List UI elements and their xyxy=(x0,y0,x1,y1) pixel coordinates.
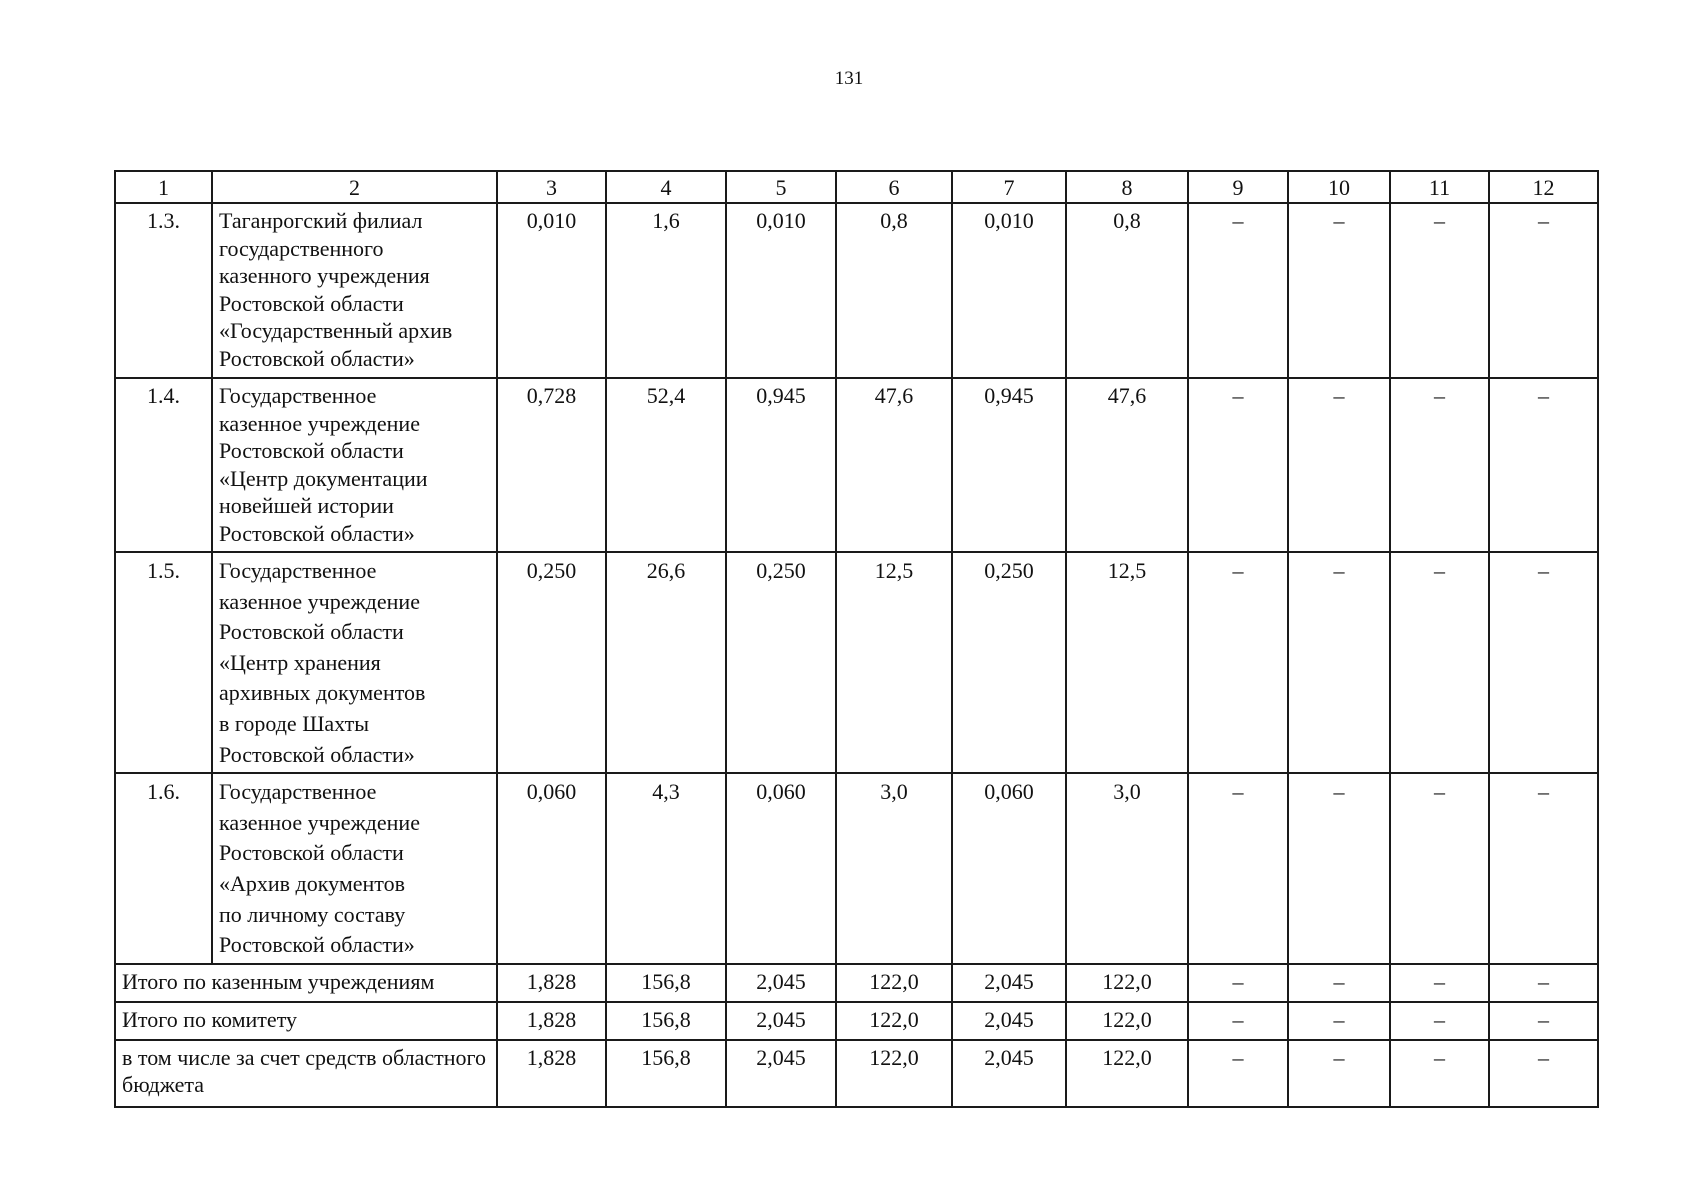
value-cell: – xyxy=(1288,773,1390,964)
value-cell: 0,010 xyxy=(497,203,606,378)
total-value-cell: 156,8 xyxy=(606,1040,726,1107)
total-value-cell: 2,045 xyxy=(952,1002,1066,1040)
institution-name-line: Государственное xyxy=(219,558,377,583)
row-number-cell: 1.5. xyxy=(115,552,212,773)
institution-name-line: Ростовской области xyxy=(219,438,404,463)
institution-name-line: Ростовской области» xyxy=(219,520,415,546)
institution-name-cell xyxy=(212,203,497,378)
institution-name-line: казенное учреждение xyxy=(219,809,420,835)
value-cell: 0,250 xyxy=(952,552,1066,773)
total-value-cell: 122,0 xyxy=(836,964,952,1002)
institution-name-line: по личному составу xyxy=(219,901,406,927)
total-value-cell: – xyxy=(1489,1002,1598,1040)
value-cell: 0,060 xyxy=(726,773,836,964)
institution-name-line: Государственное xyxy=(219,383,377,408)
value-cell: – xyxy=(1390,552,1489,773)
total-value-cell: – xyxy=(1188,964,1288,1002)
total-value-cell: – xyxy=(1288,1002,1390,1040)
header-cell: 1 xyxy=(115,171,212,203)
value-cell: 0,060 xyxy=(497,773,606,964)
total-value-cell: 122,0 xyxy=(836,1002,952,1040)
institution-name-line: «Центр хранения xyxy=(219,649,381,675)
total-label-cell: Итого по казенным учреждениям xyxy=(115,964,497,1002)
institution-name-line: в городе Шахты xyxy=(219,710,369,736)
value-cell: 0,250 xyxy=(726,552,836,773)
institution-name-cell xyxy=(212,552,497,773)
institution-name-line: Ростовской области xyxy=(219,290,404,316)
total-row xyxy=(115,964,1598,1002)
value-cell: – xyxy=(1489,378,1598,552)
total-value-cell: 1,828 xyxy=(497,1002,606,1040)
value-cell: 0,8 xyxy=(836,203,952,378)
header-row xyxy=(115,171,1598,203)
value-cell: – xyxy=(1188,552,1288,773)
institution-name-line: Ростовской области xyxy=(219,840,404,866)
value-cell: 52,4 xyxy=(606,378,726,552)
value-cell: 0,945 xyxy=(726,378,836,552)
institution-name-line: Таганрогский филиал xyxy=(219,208,423,233)
value-cell: 47,6 xyxy=(836,378,952,552)
value-cell: – xyxy=(1390,773,1489,964)
institution-name-line: Государственное xyxy=(219,779,377,805)
total-value-cell: – xyxy=(1288,964,1390,1002)
total-value-cell: – xyxy=(1390,1040,1489,1107)
header-cell: 12 xyxy=(1489,171,1598,203)
table-row xyxy=(115,378,1598,552)
value-cell: 0,250 xyxy=(497,552,606,773)
total-value-cell: 2,045 xyxy=(726,1002,836,1040)
header-cell: 7 xyxy=(952,171,1066,203)
value-cell: 0,010 xyxy=(726,203,836,378)
header-cell: 8 xyxy=(1066,171,1188,203)
institution-name-line: «Архив документов xyxy=(219,870,406,896)
total-value-cell: – xyxy=(1390,964,1489,1002)
total-value-cell: 1,828 xyxy=(497,964,606,1002)
value-cell: – xyxy=(1288,203,1390,378)
total-value-cell: – xyxy=(1188,1040,1288,1107)
institution-name-line: казенного учреждения xyxy=(219,263,430,288)
value-cell: 26,6 xyxy=(606,552,726,773)
institution-name-line: архивных документов xyxy=(219,680,426,706)
value-cell: – xyxy=(1489,773,1598,964)
total-value-cell: 122,0 xyxy=(836,1040,952,1107)
header-cell: 9 xyxy=(1188,171,1288,203)
value-cell: – xyxy=(1390,378,1489,552)
table-row xyxy=(115,773,1598,964)
value-cell: – xyxy=(1390,203,1489,378)
total-value-cell: 122,0 xyxy=(1066,1002,1188,1040)
header-cell: 4 xyxy=(606,171,726,203)
institution-name-cell xyxy=(212,378,497,552)
value-cell: 3,0 xyxy=(1066,773,1188,964)
value-cell: 0,060 xyxy=(952,773,1066,964)
total-value-cell: 2,045 xyxy=(726,964,836,1002)
value-cell: 12,5 xyxy=(836,552,952,773)
page-number: 131 xyxy=(834,68,864,89)
total-value-cell: – xyxy=(1288,1040,1390,1107)
value-cell: 12,5 xyxy=(1066,552,1188,773)
value-cell: – xyxy=(1489,203,1598,378)
total-value-cell: 156,8 xyxy=(606,1002,726,1040)
budget-table xyxy=(114,170,1599,1108)
value-cell: – xyxy=(1489,552,1598,773)
header-cell: 10 xyxy=(1288,171,1390,203)
institution-name-line: Ростовской области» xyxy=(219,932,415,958)
table-row xyxy=(115,552,1598,773)
header-cell: 6 xyxy=(836,171,952,203)
value-cell: – xyxy=(1188,203,1288,378)
row-number-cell: 1.4. xyxy=(115,378,212,552)
value-cell: 0,728 xyxy=(497,378,606,552)
value-cell: 0,010 xyxy=(952,203,1066,378)
total-value-cell: 122,0 xyxy=(1066,1040,1188,1107)
value-cell: 47,6 xyxy=(1066,378,1188,552)
total-value-cell: – xyxy=(1489,1040,1598,1107)
row-number-cell: 1.3. xyxy=(115,203,212,378)
total-value-cell: 122,0 xyxy=(1066,964,1188,1002)
value-cell: – xyxy=(1288,378,1390,552)
value-cell: – xyxy=(1288,552,1390,773)
table-row xyxy=(115,203,1598,378)
total-value-cell: 2,045 xyxy=(726,1040,836,1107)
header-cell: 3 xyxy=(497,171,606,203)
header-cell: 11 xyxy=(1390,171,1489,203)
total-value-cell: 1,828 xyxy=(497,1040,606,1107)
institution-name-line: новейшей истории xyxy=(219,493,394,518)
total-row xyxy=(115,1040,1598,1107)
value-cell: – xyxy=(1188,773,1288,964)
total-label-cell: Итого по комитету xyxy=(115,1002,497,1040)
total-value-cell: – xyxy=(1188,1002,1288,1040)
institution-name-line: казенное учреждение xyxy=(219,410,420,436)
total-value-cell: – xyxy=(1489,964,1598,1002)
row-number-cell: 1.6. xyxy=(115,773,212,964)
value-cell: 0,8 xyxy=(1066,203,1188,378)
value-cell: – xyxy=(1188,378,1288,552)
total-label-cell: в том числе за счет средств областного бюджета xyxy=(115,1040,497,1107)
institution-name-line: «Государственный архив xyxy=(219,318,453,343)
total-value-cell: 2,045 xyxy=(952,1040,1066,1107)
table-body xyxy=(115,171,1598,1107)
value-cell: 1,6 xyxy=(606,203,726,378)
value-cell: 4,3 xyxy=(606,773,726,964)
institution-name-cell xyxy=(212,773,497,964)
institution-name-line: казенное учреждение xyxy=(219,588,420,614)
institution-name-line: государственного xyxy=(219,235,384,261)
total-value-cell: 2,045 xyxy=(952,964,1066,1002)
institution-name-line: Ростовской области» xyxy=(219,741,415,767)
value-cell: 3,0 xyxy=(836,773,952,964)
institution-name-line: Ростовской области xyxy=(219,619,404,645)
value-cell: 0,945 xyxy=(952,378,1066,552)
header-cell: 2 xyxy=(212,171,497,203)
institution-name-line: «Центр документации xyxy=(219,465,428,491)
header-cell: 5 xyxy=(726,171,836,203)
total-row xyxy=(115,1002,1598,1040)
institution-name-line: Ростовской области» xyxy=(219,345,415,371)
total-value-cell: 156,8 xyxy=(606,964,726,1002)
total-value-cell: – xyxy=(1390,1002,1489,1040)
